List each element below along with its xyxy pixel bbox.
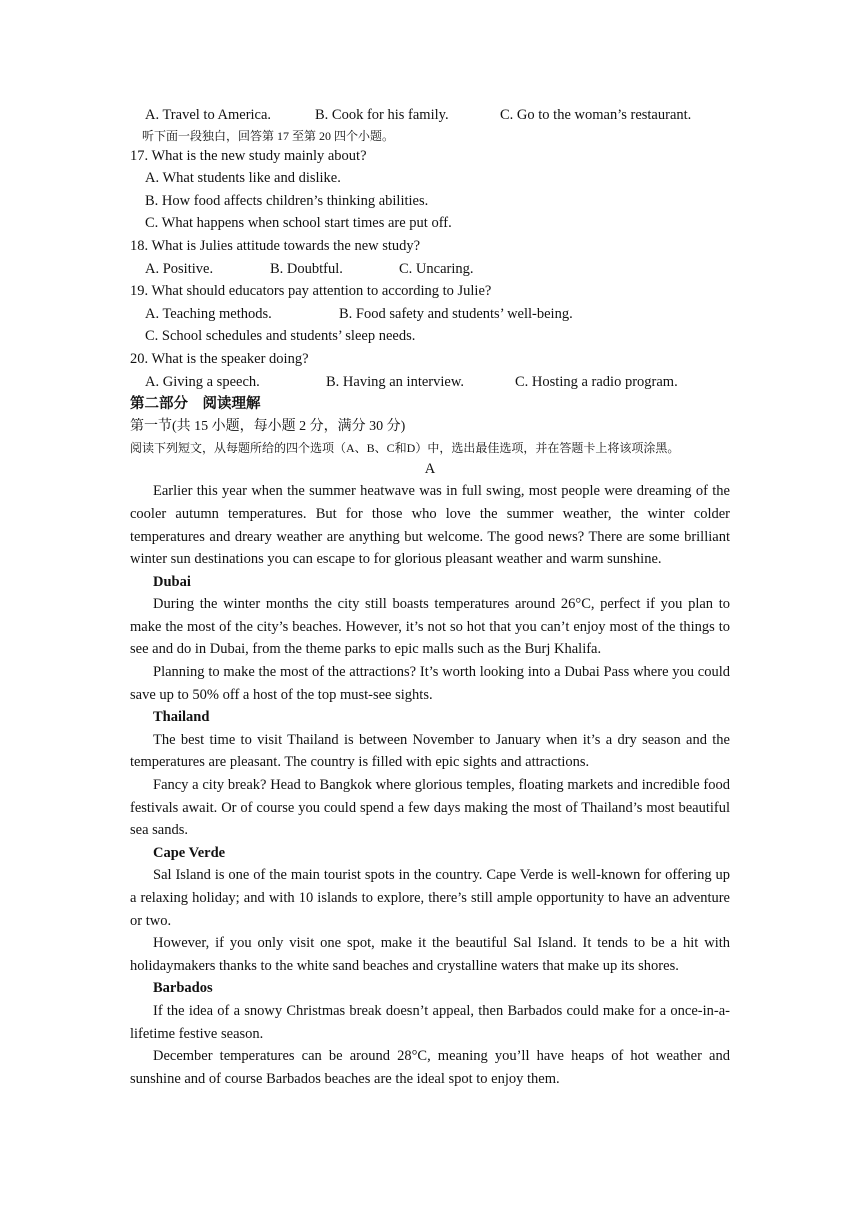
question-20-stem: 20. What is the speaker doing? bbox=[130, 350, 309, 367]
section-heading-cape-verde: Cape Verde bbox=[153, 844, 226, 861]
question-20-option-b: B. Having an interview. bbox=[326, 373, 464, 390]
question-19-options-ab bbox=[130, 303, 730, 326]
dubai-paragraph-1: During the winter months the city still boasts temperatures around 26°C, perfect if you plan to make the most of the city’s beaches. However, it’s not so hot that you can’t enjoy most of the things to see and do in Dubai, from the theme parks to epic malls such as the Burj Khalifa. bbox=[130, 596, 730, 658]
question-17-option-a: A. What students like and dislike. bbox=[145, 170, 341, 187]
passage-intro: Earlier this year when the summer heatwave was in full swing, most people were dreaming of the cooler autumn temperatures. But for those who love the summer weather, the winter colder temperatures and dreary weather are anything but welcome. The good news? There are some brilliant winter sun destinations you can escape to for glorious pleasant weather and warm sunshine. bbox=[130, 483, 730, 568]
part2-instruction: 阅读下列短文，从每题所给的四个选项（A、B、C和D）中，选出最佳选项，并在答题卡上将该项涂黑。 bbox=[130, 441, 680, 456]
question-18-option-b: B. Doubtful. bbox=[270, 260, 343, 277]
question-20-options bbox=[130, 371, 730, 394]
section-heading-dubai: Dubai bbox=[153, 573, 191, 590]
q16-option-b: B. Cook for his family. bbox=[315, 107, 449, 123]
thailand-paragraph-1: The best time to visit Thailand is between November to January when it’s a dry season and the temperatures are pleasant. The country is filled with epic sights and attractions. bbox=[130, 731, 730, 771]
barbados-paragraph-2: December temperatures can be around 28°C, meaning you’ll have heaps of hot weather and sunshine and of course Barbados beaches are the ideal spot to enjoy them. bbox=[130, 1048, 730, 1087]
section-heading-barbados: Barbados bbox=[153, 980, 213, 997]
q16-option-a: A. Travel to America. bbox=[145, 107, 272, 123]
cape-verde-paragraph-2: However, if you only visit one spot, make it the beautiful Sal Island. It tends to be a hit with holidaymakers thanks to the white sand beaches and crystalline waters that make up its shores. bbox=[130, 935, 730, 974]
question-18-options bbox=[130, 258, 730, 281]
barbados-paragraph-1: If the idea of a snowy Christmas break doesn’t appeal, then Barbados could make for a once-in-a-lifetime festive season. bbox=[130, 1002, 730, 1042]
question-17-stem: 17. What is the new study mainly about? bbox=[130, 147, 367, 164]
section-heading-thailand: Thailand bbox=[153, 709, 210, 726]
q16-option-c: C. Go to the woman’s restaurant. bbox=[500, 107, 692, 123]
question-20-option-a: A. Giving a speech. bbox=[145, 373, 260, 390]
question-17-option-b: B. How food affects children’s thinking abilities. bbox=[145, 192, 429, 209]
question-18-stem: 18. What is Julies attitude towards the new study? bbox=[130, 237, 421, 254]
passage-label: A bbox=[424, 461, 436, 478]
question-19-stem: 19. What should educators pay attention to according to Julie? bbox=[130, 283, 492, 300]
dubai-paragraph-2: Planning to make the most of the attractions? It’s worth looking into a Dubai Pass where you could save up to 50% off a host of the top must-see sights. bbox=[130, 664, 730, 703]
thailand-paragraph-2: Fancy a city break? Head to Bangkok where glorious temples, floating markets and incredible food festivals await. Or of course you could spend a few days making the most of Thailand’s most beautiful sea sands. bbox=[130, 777, 730, 839]
part2-section-title: 第一节(共 15 小题，每小题 2 分，满分 30 分) bbox=[130, 418, 406, 434]
question-19-option-a: A. Teaching methods. bbox=[145, 305, 272, 322]
question-19-option-c: C. School schedules and students’ sleep needs. bbox=[145, 328, 416, 345]
q16-options bbox=[130, 104, 730, 127]
question-19-option-b: B. Food safety and students’ well-being. bbox=[339, 305, 573, 322]
question-17-option-c: C. What happens when school start times are put off. bbox=[145, 215, 452, 232]
monologue-instruction: 听下面一段独白，回答第 17 至第 20 四个小题。 bbox=[142, 128, 395, 143]
exam-page bbox=[130, 104, 730, 1090]
question-18-option-c: C. Uncaring. bbox=[399, 260, 474, 277]
question-18-option-a: A. Positive. bbox=[145, 260, 214, 277]
question-20-option-c: C. Hosting a radio program. bbox=[515, 373, 678, 390]
cape-verde-paragraph-1: Sal Island is one of the main tourist spots in the country. Cape Verde is well-known for offering up a relaxing holiday; and with 10 islands to explore, there’s still ample opportunity to have an adventure or two. bbox=[130, 867, 730, 929]
part2-title: 第二部分 阅读理解 bbox=[130, 396, 261, 413]
